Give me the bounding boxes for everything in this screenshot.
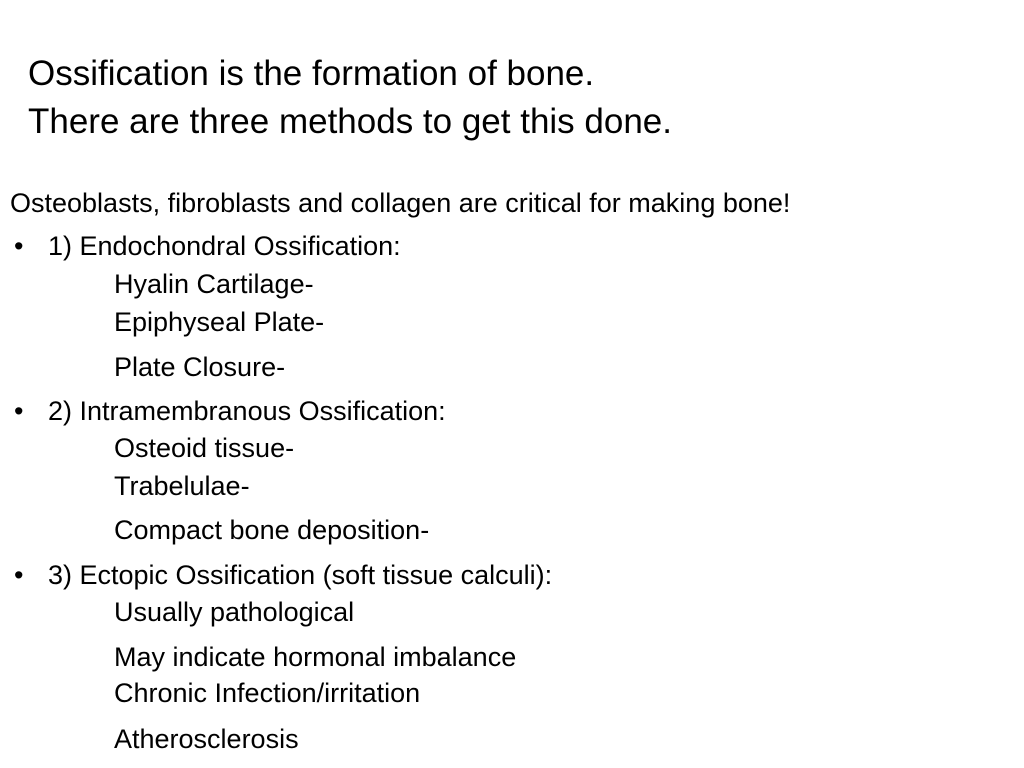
subitem-plate-closure: Plate Closure- xyxy=(114,352,286,382)
bullet-icon: • xyxy=(14,231,24,261)
slide-title-line-1: Ossification is the formation of bone. xyxy=(28,54,595,93)
bullet-ectopic: 3) Ectopic Ossification (soft tissue calculi): xyxy=(48,560,553,590)
subitem-compact-bone-deposition: Compact bone deposition- xyxy=(114,515,430,545)
subitem-osteoid-tissue: Osteoid tissue- xyxy=(114,433,295,463)
subitem-usually-pathological: Usually pathological xyxy=(114,597,355,627)
subitem-chronic-infection: Chronic Infection/irritation xyxy=(114,678,421,708)
subitem-hyalin-cartilage: Hyalin Cartilage- xyxy=(114,269,314,299)
subitem-hormonal-imbalance: May indicate hormonal imbalance xyxy=(114,642,517,672)
bullet-intramembranous: 2) Intramembranous Ossification: xyxy=(48,396,446,426)
subitem-trabelulae: Trabelulae- xyxy=(114,471,250,501)
subitem-epiphyseal-plate: Epiphyseal Plate- xyxy=(114,307,325,337)
subitem-atherosclerosis: Atherosclerosis xyxy=(114,724,299,754)
slide-title-line-2: There are three methods to get this done. xyxy=(28,102,672,141)
intro-text: Osteoblasts, fibroblasts and collagen are critical for making bone! xyxy=(10,188,791,218)
bullet-endochondral: 1) Endochondral Ossification: xyxy=(48,231,401,261)
bullet-icon: • xyxy=(14,560,24,590)
bullet-icon: • xyxy=(14,396,24,426)
